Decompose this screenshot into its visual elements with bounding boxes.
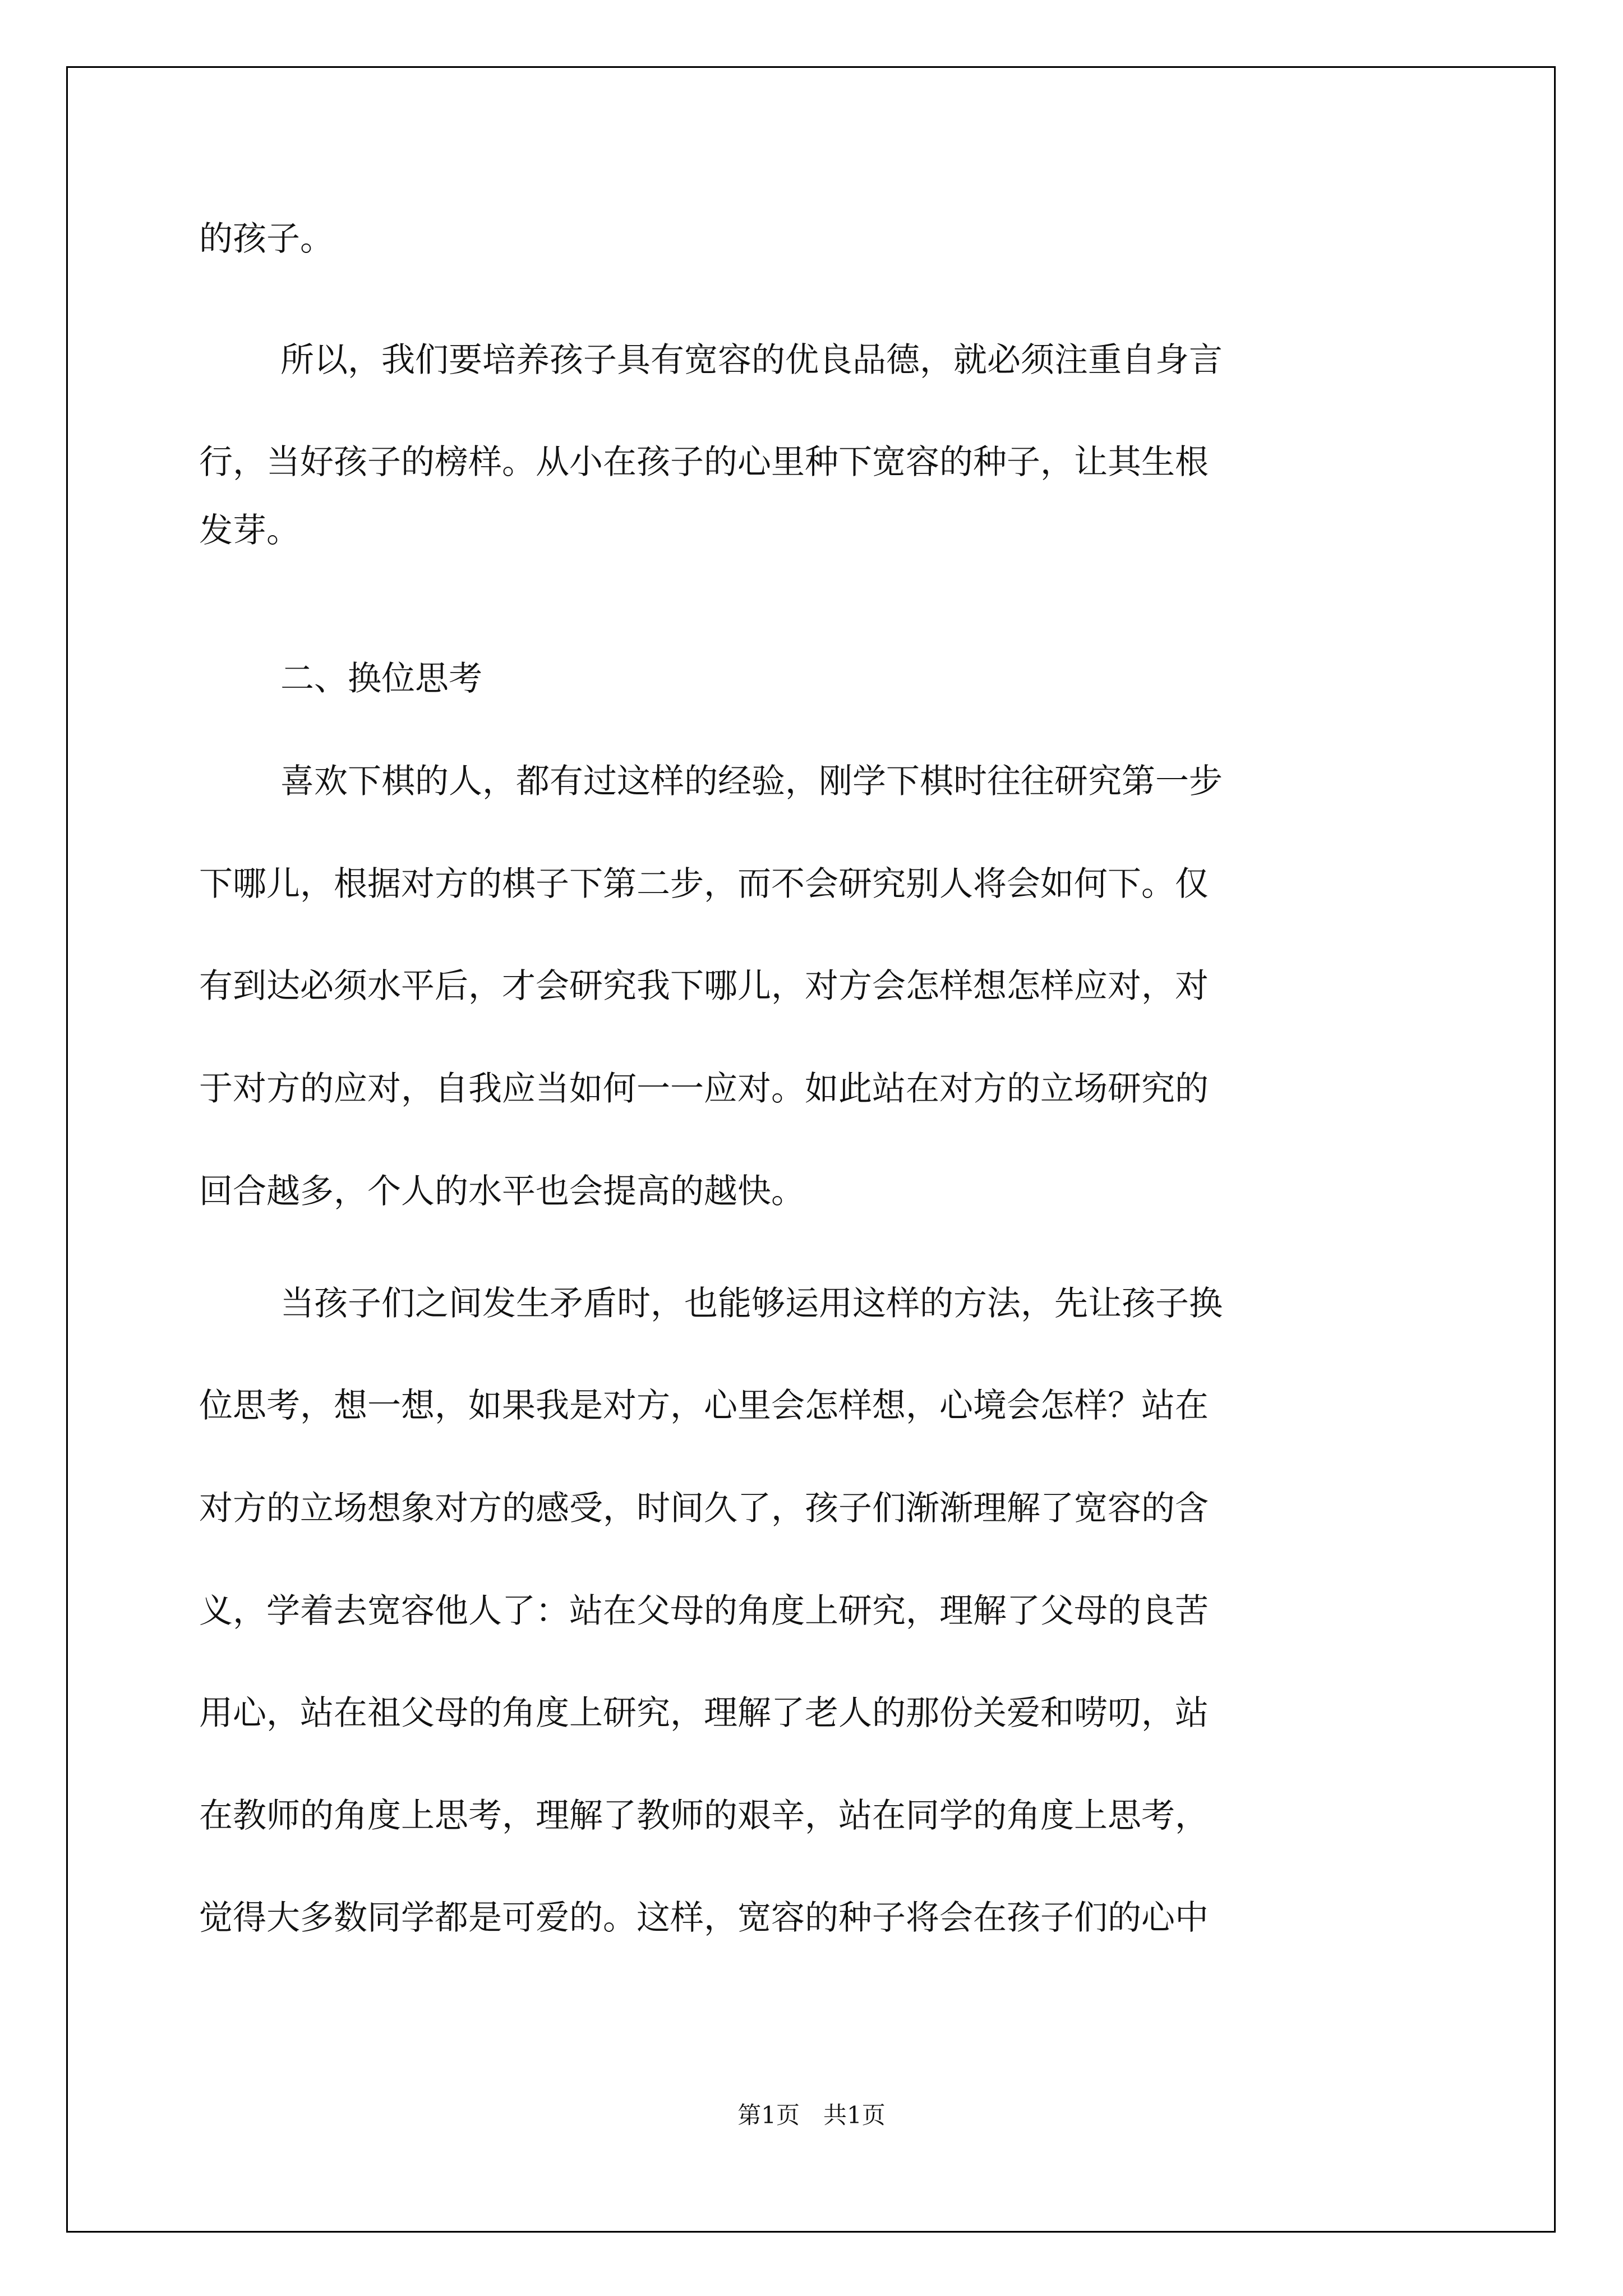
text-line-12: 位思考，想一想，如果我是对方，心里会怎样想，心境会怎样？站在 xyxy=(199,1386,1209,1425)
text-line-3: 行，当好孩子的榜样。从小在孩子的心里种下宽容的种子，让其生根 xyxy=(199,443,1209,482)
page-footer: 第1页 共1页 xyxy=(737,2101,886,2129)
text-line-15: 用心，站在祖父母的角度上研究，理解了老人的那份关爱和唠叨，站 xyxy=(199,1694,1209,1733)
text-line-7: 下哪儿，根据对方的棋子下第二步，而不会研究别人将会如何下。仅 xyxy=(199,864,1209,904)
text-line-10: 回合越多，个人的水平也会提高的越快。 xyxy=(199,1172,805,1211)
text-line-8: 有到达必须水平后，才会研究我下哪儿，对方会怎样想怎样应对，对 xyxy=(199,967,1209,1006)
text-line-6: 喜欢下棋的人，都有过这样的经验，刚学下棋时往往研究第一步 xyxy=(280,762,1223,801)
text-line-16: 在教师的角度上思考，理解了教师的艰辛，站在同学的角度上思考， xyxy=(199,1796,1209,1835)
text-line-17: 觉得大多数同学都是可爱的。这样，宽容的种子将会在孩子们的心中 xyxy=(199,1898,1209,1938)
text-line-2: 所以，我们要培养孩子具有宽容的优良品德，就必须注重自身言 xyxy=(280,341,1223,380)
text-line-4: 发芽。 xyxy=(199,511,300,550)
text-line-1: 的孩子。 xyxy=(199,219,334,259)
text-line-13: 对方的立场想象对方的感受，时间久了，孩子们渐渐理解了宽容的含 xyxy=(199,1489,1209,1528)
text-line-11: 当孩子们之间发生矛盾时，也能够运用这样的方法，先让孩子换 xyxy=(280,1284,1223,1323)
section-heading: 二、换位思考 xyxy=(280,659,482,698)
text-line-9: 于对方的应对，自我应当如何一一应对。如此站在对方的立场研究的 xyxy=(199,1069,1209,1108)
text-line-14: 义，学着去宽容他人了：站在父母的角度上研究，理解了父母的良苦 xyxy=(199,1591,1209,1631)
